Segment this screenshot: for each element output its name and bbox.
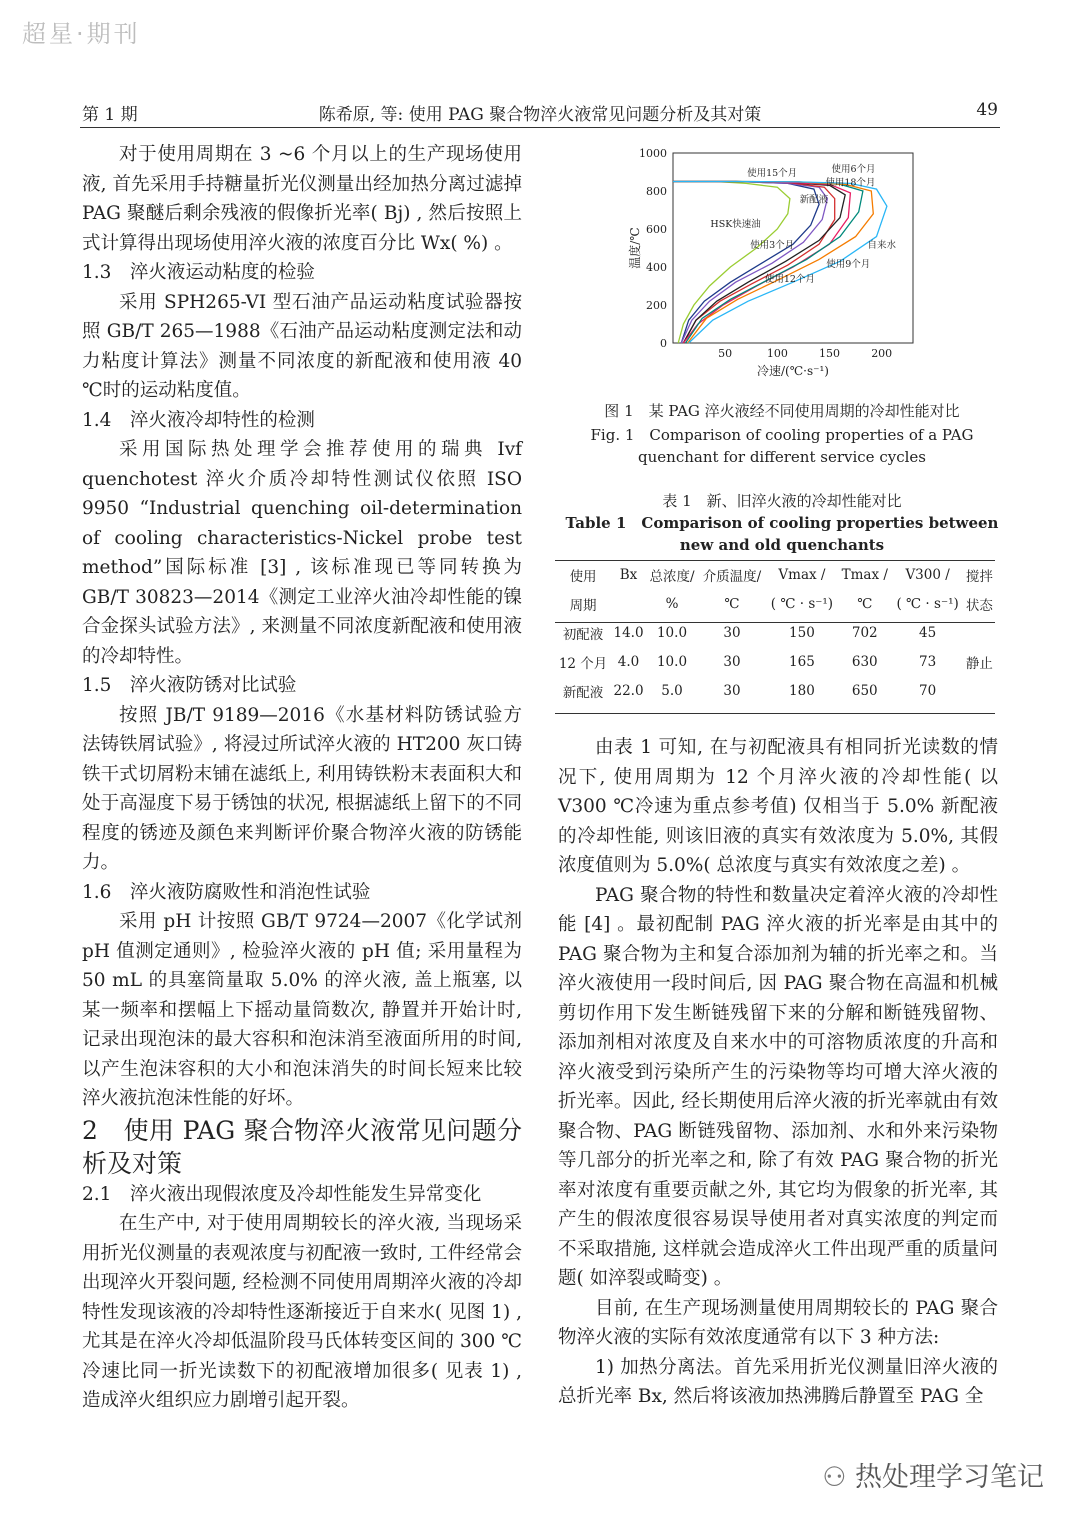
x-tick-label: 100	[766, 347, 788, 360]
figure-caption-en: quenchant for different service cycles	[638, 448, 926, 466]
series-label: 新配液	[799, 194, 829, 206]
y-tick-label: 0	[660, 337, 667, 350]
table-cell: 22.0	[613, 682, 644, 699]
table-header-cell: ( ℃ · s⁻¹)	[896, 595, 959, 612]
table-cell: 10.0	[656, 653, 688, 670]
table-cell: 14.0	[613, 624, 644, 641]
x-tick-label: 50	[718, 347, 733, 360]
paragraph: 采用 pH 计按照 GB/T 9724—2007《化学试剂 pH 值测定通则》, 检验淬火液的 pH 值; 采用量程为 50 mL 的具塞筒量取 5.0% 的淬火液, 盖上瓶塞, 以某一频率和摆幅上下摇动量筒数次, 静置并开始计时, 记录出现泡沫的最大容积和泡沫消至液面所用的时间, 以产生泡沫容积的大小和泡沫消失的时间长短来比较淬火液抗泡沫性能的好坏。	[82, 911, 522, 1109]
page-number: 49	[976, 100, 998, 120]
table-header-cell: V300 /	[905, 566, 950, 583]
series-label: 自来水	[867, 240, 896, 251]
paragraph: 目前, 在生产现场测量使用周期较长的 PAG 聚合物淬火液的实际有效浓度通常有以下 3 种方法:	[558, 1297, 998, 1348]
table-cell: 新配液	[562, 684, 604, 701]
table-caption-en: Table 1 Comparison of cooling properties between	[565, 514, 999, 532]
paragraph: 在生产中, 对于使用周期较长的淬火液, 当现场采用折光仪测量的表观浓度与初配液一致时, 工件经常会出现淬火开裂问题, 经检测不同使用周期淬火液的冷却特性发现该液的冷却特性逐渐接近于自来水( 见图 1) , 尤其是在淬火冷却低温阶段马氏体转变区间的 300 ℃冷速比同一折光读数下的初配液增加很多( 见表 1) , 造成淬火组织应力剧增引起开裂。	[82, 1213, 522, 1411]
table-header-cell: ( ℃ · s⁻¹)	[770, 595, 834, 612]
header-rule	[80, 127, 1000, 128]
watermark-logo: 超星·期刊	[22, 20, 141, 48]
table-cell: 180	[789, 682, 815, 699]
chapter-heading: 2 使用 PAG 聚合物淬火液常见问题分析及对策	[82, 1115, 522, 1178]
figure-caption-en: Fig. 1 Comparison of cooling properties of a PAG	[590, 426, 974, 444]
y-tick-label: 1000	[639, 147, 667, 160]
series-label: 使用9个月	[826, 259, 871, 270]
table-cell: 静止	[965, 655, 993, 672]
figure-caption-cn: 图 1 某 PAG 淬火液经不同使用周期的冷却性能对比	[604, 402, 960, 420]
table-header-cell: 使用	[569, 568, 597, 585]
section-heading: 1.6 淬火液防腐败性和消泡性试验	[82, 881, 371, 903]
table-cell	[964, 676, 995, 705]
table-row	[555, 618, 995, 647]
paragraph: 1) 加热分离法。首先采用折光仪测量旧淬火液的总折光率 Bx, 然后将该液加热沸腾后静置至 PAG 全	[558, 1356, 998, 1407]
watermark-text: 热处理学习笔记	[855, 1462, 1044, 1493]
table-header-row	[555, 589, 995, 618]
paragraph: 采用国际热处理学会推荐使用的瑞典 Ivf quenchotest 淬火介质冷却特性测试仪依照 ISO 9950 “Industrial quenching oil-determination of cooling characteristics-Nickel probe test method”国际标准 [3] , 该标准现已等同转换为 GB/T 30823—2014《测定工业淬火油冷却性能的镍合金探头试验方法》, 来测量不同浓度新配液和使用液的冷却特性。	[82, 439, 522, 667]
series-label: 使用6个月	[831, 164, 876, 175]
x-tick-label: 150	[819, 347, 841, 360]
section-heading: 1.5 淬火液防锈对比试验	[82, 675, 297, 696]
table-header-cell: 搅拌	[965, 568, 993, 585]
series-line	[673, 182, 850, 344]
paragraph: 由表 1 可知, 在与初配液具有相同折光读数的情况下, 使用周期为 12 个月淬火液的冷却性能( 以 V300 ℃冷速为重点参考值) 仅相当于 5.0% 新配液的冷却性能, 则该旧液的真实有效浓度为 5.0%, 其假浓度值则为 5.0%( 总浓度与真实有效浓度之差) 。	[558, 737, 998, 876]
cooling-table	[555, 560, 995, 705]
series-label: 使用18个月	[825, 177, 876, 189]
issue-label: 第 1 期	[82, 105, 138, 125]
paragraph: 采用 SPH265-VI 型石油产品运动粘度试验器按照 GB/T 265—1988《石油产品运动粘度测定法和动力粘度计算法》测量不同浓度的新配液和使用液 40 ℃时的运动粘度值。	[82, 291, 522, 401]
series-label: 使用3个月	[750, 240, 795, 251]
wechat-icon: ⚇	[822, 1462, 847, 1493]
table-cell: 初配液	[562, 626, 604, 643]
table-cell: 12 个月	[558, 655, 608, 672]
x-tick-label: 200	[871, 347, 893, 360]
table-header-cell	[611, 589, 646, 618]
y-tick-label: 800	[646, 185, 667, 198]
table-cell: 70	[919, 682, 937, 699]
table-caption-en: new and old quenchants	[679, 536, 885, 554]
x-axis-label: 冷速/(℃·s⁻¹)	[757, 364, 829, 378]
table-cell: 5.0	[661, 682, 683, 699]
table-header-row	[555, 560, 995, 589]
table-caption-cn: 表 1 新、旧淬火液的冷却性能对比	[662, 492, 902, 510]
table-cell: 4.0	[617, 653, 640, 670]
wechat-watermark	[822, 1455, 1044, 1494]
table-header-cell: Bx	[619, 566, 638, 583]
table-cell: 650	[851, 682, 878, 699]
table-cell: 165	[789, 653, 815, 670]
table-header-cell: 总浓度/	[649, 568, 695, 585]
table-cell: 30	[723, 682, 741, 699]
paragraph: PAG 聚合物的特性和数量决定着淬火液的冷却性能 [4] 。最初配制 PAG 淬火液的折光率是由其中的 PAG 聚合物为主和复合添加剂为辅的折光率之和。当淬火液使用一段时间后, 因 PAG 聚合物在高温和机械剪切作用下发生断链残留下来的分解和断链残留物、添加剂相对浓度及自来水中的可溶物质浓度的升高和淬火液受到污染所产生的污染物等均可增大淬火液的折光率。因此, 经长期使用后淬火液的折光率就由有效聚合物、PAG 断链残留物、添加剂、水和外来污染物等几部分的折光率之和, 除了有效 PAG 聚合物的折光率对浓度有重要贡献之外, 其它均为假象的折光率, 其产生的假浓度很容易误导使用者对真实浓度的判定而不采取措施, 这样就会造成淬火工件出现严重的质量问题( 如淬裂或畸变) 。	[558, 884, 998, 1289]
table-row	[555, 647, 995, 676]
series-line	[673, 182, 819, 344]
table-cell: 73	[919, 653, 937, 670]
table-cell: 150	[789, 624, 815, 641]
series-line	[673, 182, 827, 344]
y-tick-label: 600	[646, 223, 667, 236]
y-axis-label: 温度/℃	[628, 227, 642, 269]
table-header-cell: Vmax /	[778, 566, 826, 583]
y-tick-label: 200	[646, 299, 667, 312]
running-title: 陈希原, 等: 使用 PAG 聚合物淬火液常见问题分析及其对策	[318, 105, 762, 125]
right-column	[558, 733, 998, 1412]
y-tick-label: 400	[646, 261, 667, 274]
table-header-cell: 状态	[965, 597, 993, 614]
series-label: 使用12个月	[764, 274, 815, 286]
table-cell: 30	[723, 624, 741, 641]
table-bottom-rule	[555, 713, 995, 714]
table-cell	[964, 618, 995, 647]
left-column	[82, 140, 522, 1416]
table-header-cell: ℃	[857, 595, 873, 612]
paragraph: 按照 JB/T 9189—2016《水基材料防锈试验方法铸铁屑试验》, 将浸过所试淬火液的 HT200 灰口铸铁干式切屑粉末铺在滤纸上, 利用铸铁粉末表面积大和处于高湿度下易于锈蚀的状况, 根据滤纸上留下的不同程度的锈迹及颜色来判断评价聚合物淬火液的防锈能力。	[82, 704, 522, 873]
table-header-cell: 介质温度/	[702, 568, 762, 585]
series-label: HSK快速油	[710, 219, 761, 231]
table-cell: 630	[851, 653, 878, 670]
cooling-curve-chart	[625, 143, 925, 388]
paragraph: 对于使用周期在 3 ~6 个月以上的生产现场使用液, 首先采用手持糖量折光仪测量出经加热分离过滤掉 PAG 聚醚后剩余残液的假像折光率( Bj) , 然后按照上式计算得出现场使用淬火液的浓度百分比 Wx( %) 。	[82, 144, 522, 254]
table-cell: 45	[919, 624, 937, 641]
table-header-cell: Tmax /	[841, 566, 888, 583]
section-heading: 2.1 淬火液出现假浓度及冷却性能发生异常变化	[82, 1183, 482, 1205]
table-header-cell: %	[665, 595, 679, 612]
table-row	[555, 676, 995, 705]
table-header-cell: ℃	[724, 595, 740, 612]
table-header-cell: 周期	[569, 597, 597, 614]
series-label: 使用15个月	[747, 167, 798, 179]
table-cell: 702	[851, 624, 878, 641]
section-heading: 1.3 淬火液运动粘度的检验	[82, 262, 315, 283]
table-cell: 10.0	[656, 624, 688, 641]
table-cell: 30	[723, 653, 741, 670]
section-heading: 1.4 淬火液冷却特性的检测	[82, 409, 315, 431]
